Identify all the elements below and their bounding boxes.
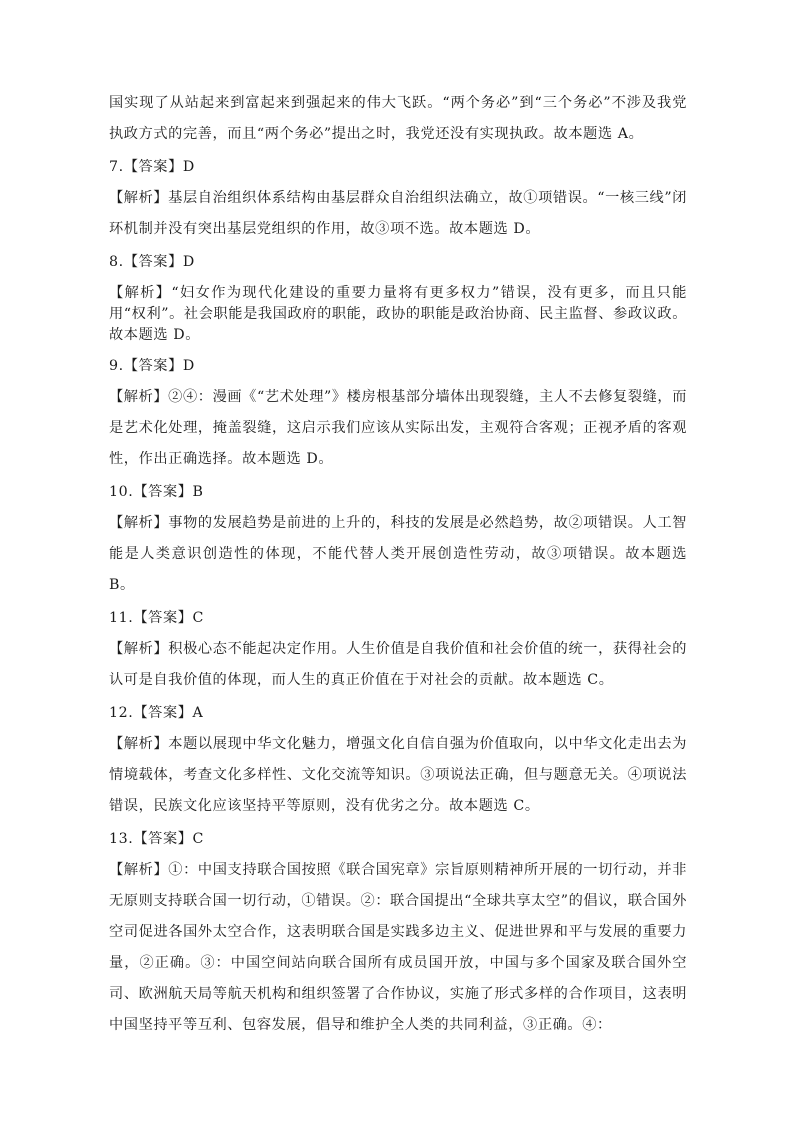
explanation-13: 【解析】①：中国支持联合国按照《联合国宪章》宗旨原则精神所开展的一切行动，并非无原则支持联合国一切行动，①错误。②：联合国提出“全球共享太空”的倡议，联合国外空司促进各国外太空合作，这表明联合国是实践多边主义、促进世界和平与发展的重要力量，②正确。③：中国空间站向联合国所有成员国开放，中国与多个国家及联合国外空司、欧洲航天局等航天机构和组织签署了合作协议，实施了形式多样的合作项目，这表明中国坚持平等互利、包容发展，倡导和维护全人类的共同利益，③正确。④： bbox=[109, 862, 687, 1033]
answer-10: 10.【答案】B bbox=[109, 484, 204, 500]
answer-7: 7.【答案】D bbox=[109, 159, 195, 175]
answer-11: 11.【答案】C bbox=[109, 610, 204, 626]
explanation-10: 【解析】事物的发展趋势是前进的上升的，科技的发展是必然趋势，故②项错误。人工智能是人类意识创造性的体现，不能代替人类开展创造性劳动，故③项错误。故本题选 B。 bbox=[109, 515, 687, 593]
document-page bbox=[109, 88, 687, 1041]
explanation-7: 【解析】基层自治组织体系结构由基层群众自治组织法确立，故①项错误。“一核三线”闭环机制并没有突出基层党组织的作用，故③项不选。故本题选 D。 bbox=[109, 190, 687, 237]
paragraph-intro: 国实现了从站起来到富起来到强起来的伟大飞跃。“两个务必”到“三个务必”不涉及我党执政方式的完善，而且“两个务必”提出之时，我党还没有实现执政。故本题选 A。 bbox=[109, 95, 687, 142]
answer-9: 9.【答案】D bbox=[109, 358, 195, 374]
explanation-8: 【解析】“妇女作为现代化建设的重要力量将有更多权力”错误，没有更多，而且只能用“权利”。社会职能是我国政府的职能，政协的职能是政治协商、民主监督、参政议政。故本题选 D。 bbox=[109, 285, 687, 343]
explanation-12: 【解析】本题以展现中华文化魅力，增强文化自信自强为价值取向，以中华文化走出去为情境载体，考查文化多样性、文化交流等知识。③项说法正确，但与题意无关。④项说法错误，民族文化应该坚持平等原则，没有优劣之分。故本题选 C。 bbox=[109, 736, 687, 814]
answer-12: 12.【答案】A bbox=[109, 705, 204, 721]
answer-8: 8.【答案】D bbox=[109, 254, 195, 270]
answer-13: 13.【答案】C bbox=[109, 831, 204, 847]
explanation-11: 【解析】积极心态不能起决定作用。人生价值是自我价值和社会价值的统一，获得社会的认可是自我价值的体现，而人生的真正价值在于对社会的贡献。故本题选 C。 bbox=[109, 641, 687, 688]
explanation-9: 【解析】②④：漫画《“艺术处理”》楼房根基部分墙体出现裂缝，主人不去修复裂缝，而是艺术化处理，掩盖裂缝，这启示我们应该从实际出发，主观符合客观；正视矛盾的客观性，作出正确选择。故本题选 D。 bbox=[109, 389, 687, 467]
